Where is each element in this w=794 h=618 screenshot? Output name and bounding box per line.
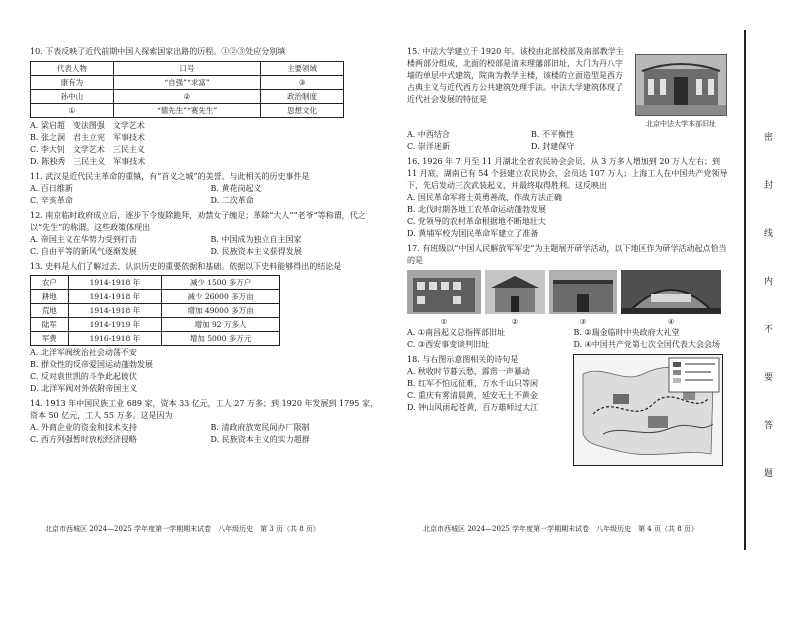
photo-label: ② bbox=[511, 318, 519, 326]
option-b: B. 红军不怕远征难，万水千山只等闲 bbox=[407, 379, 538, 388]
table-cell: 1914-1919 年 bbox=[68, 318, 161, 332]
option-d: D. 封建保守 bbox=[531, 142, 575, 151]
seal-char: 内 bbox=[764, 277, 774, 287]
table-cell: “自强”“求富” bbox=[113, 76, 260, 90]
table-cell: “德先生”“赛先生” bbox=[113, 104, 260, 118]
table-cell: 增加 5000 多万元 bbox=[162, 332, 280, 346]
option-c: C. ③西安事变谈判旧址 bbox=[407, 340, 490, 349]
table-row bbox=[31, 276, 280, 290]
q17-photo-row bbox=[407, 270, 732, 326]
table-cell: ① bbox=[31, 104, 114, 118]
q13-stem: 13. 史料是人们了解过去、认识历史的重要依据和基础。依据以下史料能够得出的结论是 bbox=[30, 262, 342, 271]
option-a: A. 北洋军阀统治社会动荡不安 bbox=[30, 348, 137, 357]
table-cell: 农户 bbox=[31, 276, 69, 290]
photo-label: ④ bbox=[667, 318, 675, 326]
hall-photo-4 bbox=[621, 270, 721, 314]
option-c: C. 重庆有雾清晨黄，延安无土不黄金 bbox=[407, 391, 538, 400]
option-a: A. 外商企业的资金和技术支持 bbox=[30, 423, 137, 432]
photo-caption: 北京中法大学本部旧址 bbox=[646, 120, 716, 128]
table-cell: 增加 92 万多人 bbox=[162, 318, 280, 332]
seal-char: 不 bbox=[764, 325, 774, 335]
option-d: D. 二次革命 bbox=[210, 196, 254, 205]
photo-label: ③ bbox=[579, 318, 587, 326]
seal-char: 题 bbox=[764, 469, 774, 479]
q18-text bbox=[407, 354, 567, 470]
option-c: C. 李大钊 文学艺术 三民主义 bbox=[30, 145, 145, 154]
seal-char: 线 bbox=[764, 229, 774, 239]
q10-options bbox=[30, 120, 383, 168]
table-cell: 耕地 bbox=[31, 290, 69, 304]
q14-options bbox=[30, 422, 383, 446]
q18-map bbox=[573, 354, 723, 470]
q18-block bbox=[407, 354, 732, 470]
q12-stem: 12. 南京临时政府成立后，逐步下令废除跪拜，劝禁女子缠足；革除“大人”“老爷”等称谓，代之以“先生”的称谓。这些政策体现出 bbox=[30, 211, 366, 232]
q10-table bbox=[30, 61, 344, 118]
table-cell: 增加 49000 多万亩 bbox=[162, 304, 280, 318]
q15-block bbox=[407, 46, 732, 129]
q15-options bbox=[407, 129, 647, 153]
table-row bbox=[31, 76, 344, 90]
q17-photo-3 bbox=[549, 270, 617, 326]
building-photo-2 bbox=[485, 270, 545, 314]
option-b: B. 清政府放宽民间办厂限制 bbox=[210, 423, 310, 432]
table-cell: 1914-1918 年 bbox=[68, 304, 161, 318]
table-cell: 荒地 bbox=[31, 304, 69, 318]
option-c: C. 辛亥革命 bbox=[30, 196, 73, 205]
q13-table bbox=[30, 275, 280, 346]
table-cell: 思想文化 bbox=[261, 104, 344, 118]
seal-line-strip bbox=[744, 30, 794, 550]
building-photo-3 bbox=[549, 270, 617, 314]
q11-stem: 11. 武汉是近代民主革命的重镇，有“首义之城”的美誉。与此相关的历史事件是 bbox=[30, 172, 310, 181]
q15-stem: 15. 中法大学建立于 1920 年。该校由北部校部及南部教学主楼两部分组成，北面的校部是清末理藩部旧址，大门为丹八字墙的单层中式建筑，院南为教学主楼，该楼的立面造型是西方古典主义与近代西方公共建筑处理手法。中法大学建筑体现了近代社会发展的特征是 bbox=[407, 47, 624, 104]
seal-char: 答 bbox=[764, 421, 774, 431]
university-building-photo bbox=[635, 54, 727, 116]
q13-options bbox=[30, 347, 383, 395]
option-c: C. 党领导的农村革命根据地不断地壮大 bbox=[407, 217, 546, 226]
option-b: B. 张之洞 君主立宪 军事技术 bbox=[30, 133, 145, 142]
table-cell: 陆军 bbox=[31, 318, 69, 332]
option-d: D. 民族资本主义获得发展 bbox=[210, 247, 302, 256]
building-illustration bbox=[636, 55, 726, 115]
option-d: D. 钟山风雨起苍黄，百万雄师过大江 bbox=[407, 403, 539, 412]
q15-photo-figure bbox=[635, 54, 727, 129]
table-row bbox=[31, 290, 280, 304]
option-c: C. 反对袁世凯的斗争此起彼伏 bbox=[30, 372, 137, 381]
table-cell: 1916-1918 年 bbox=[68, 332, 161, 346]
table-row bbox=[31, 304, 280, 318]
q17-stem: 17. 有班级以“中国人民解放军军史”为主题展开研学活动，以下地区作为研学活动起点恰当的是 bbox=[407, 244, 727, 265]
q17-options bbox=[407, 327, 732, 351]
option-a: A. ①南昌起义总指挥部旧址 bbox=[407, 328, 506, 337]
historical-route-map bbox=[573, 354, 723, 466]
table-row bbox=[31, 318, 280, 332]
building-photo-1 bbox=[407, 270, 481, 314]
q18-stem: 18. 与右图示意图相关的诗句是 bbox=[407, 355, 519, 364]
option-b: B. 中国成为独立自主国家 bbox=[210, 235, 302, 244]
table-cell: 减少 26000 多万亩 bbox=[162, 290, 280, 304]
q16-options bbox=[407, 192, 732, 240]
table-header: 代表人物 bbox=[31, 62, 114, 76]
option-a: A. 百日维新 bbox=[30, 184, 73, 193]
seal-char: 要 bbox=[764, 373, 774, 383]
table-cell: ② bbox=[113, 90, 260, 104]
q14-stem: 14. 1913 年中国民族工业 689 家，资本 33 亿元，工人 27 万多；到 1920 年发展到 1795 家，资本 50 亿元，工人 55 万多。这是因为 bbox=[30, 399, 378, 420]
option-d: D. 北洋军阀对外依附帝国主义 bbox=[30, 384, 138, 393]
q17-photo-2 bbox=[485, 270, 545, 326]
page-footer: 北京市西城区 2024—2025 学年度第一学期期末试卷 八年级历史 第 4 页（共 8 页） bbox=[423, 525, 698, 533]
photo-label: ① bbox=[440, 318, 448, 326]
seal-char: 封 bbox=[764, 181, 774, 191]
q16-stem: 16. 1926 年 7 月至 11 月湖北全省农民协会会员，从 3 万多人增加到 20 万人左右；到 11 月底，湖南已有 54 个县建立农民协会，会员达 107 万人；上海工人在中国共产党领导下，先后发动三次武装起义，并最终取得胜利。这反映出 bbox=[407, 157, 728, 190]
option-a: A. 秋收时节暮云愁，霹雳一声暴动 bbox=[407, 367, 530, 376]
option-b: B. 群众性的反帝爱国运动蓬勃发展 bbox=[30, 360, 153, 369]
table-row bbox=[31, 104, 344, 118]
option-b: B. ②瑞金临时中央政府大礼堂 bbox=[573, 328, 680, 337]
table-cell: 政治制度 bbox=[261, 90, 344, 104]
option-b: B. 不平衡性 bbox=[531, 130, 574, 139]
option-d: D. 民族资本主义的实力超群 bbox=[210, 435, 310, 444]
table-row bbox=[31, 332, 280, 346]
seal-char: 密 bbox=[764, 133, 774, 143]
q17-photo-1 bbox=[407, 270, 481, 326]
table-cell: 孙中山 bbox=[31, 90, 114, 104]
table-cell: 1914-1918 年 bbox=[68, 290, 161, 304]
table-cell: 1914-1918 年 bbox=[68, 276, 161, 290]
option-c: C. 自由平等的新风气逐渐发展 bbox=[30, 247, 137, 256]
table-cell: 减少 1500 多万户 bbox=[162, 276, 280, 290]
option-d: D. 陈独秀 三民主义 军事技术 bbox=[30, 157, 146, 166]
q12-options bbox=[30, 234, 383, 258]
option-a: A. 中西结合 bbox=[407, 130, 450, 139]
table-header: 口号 bbox=[113, 62, 260, 76]
table-header-row bbox=[31, 62, 344, 76]
table-row bbox=[31, 90, 344, 104]
table-cell: ③ bbox=[261, 76, 344, 90]
q17-photo-4 bbox=[621, 270, 721, 326]
q10-stem: 10. 下表反映了近代前期中国人探索国家出路的历程。①②③处应分别填 bbox=[30, 47, 286, 56]
option-c: C. 崇洋迷新 bbox=[407, 142, 450, 151]
table-cell: 康有为 bbox=[31, 76, 114, 90]
page-footer: 北京市西城区 2024—2025 学年度第一学期期末试卷 八年级历史 第 3 页（共 8 页） bbox=[45, 525, 320, 533]
table-cell: 军费 bbox=[31, 332, 69, 346]
q11-options bbox=[30, 183, 383, 207]
option-d: D. ④中国共产党第七次全国代表大会会场 bbox=[573, 340, 720, 349]
option-b: B. 北伐时期各地工农革命运动蓬勃发展 bbox=[407, 205, 546, 214]
option-a: A. 帝国主义在华势力受到打击 bbox=[30, 235, 137, 244]
table-header: 主要领域 bbox=[261, 62, 344, 76]
option-b: B. 黄花岗起义 bbox=[210, 184, 262, 193]
right-page bbox=[397, 0, 794, 618]
option-a: A. 梁启超 变法图强 文学艺术 bbox=[30, 121, 145, 130]
option-c: C. 西方列强暂时放松经济侵略 bbox=[30, 435, 137, 444]
option-d: D. 黄埔军校为国民革命军建立了准备 bbox=[407, 229, 539, 238]
option-a: A. 国民革命军将士英勇善战、作战方法正确 bbox=[407, 193, 562, 202]
